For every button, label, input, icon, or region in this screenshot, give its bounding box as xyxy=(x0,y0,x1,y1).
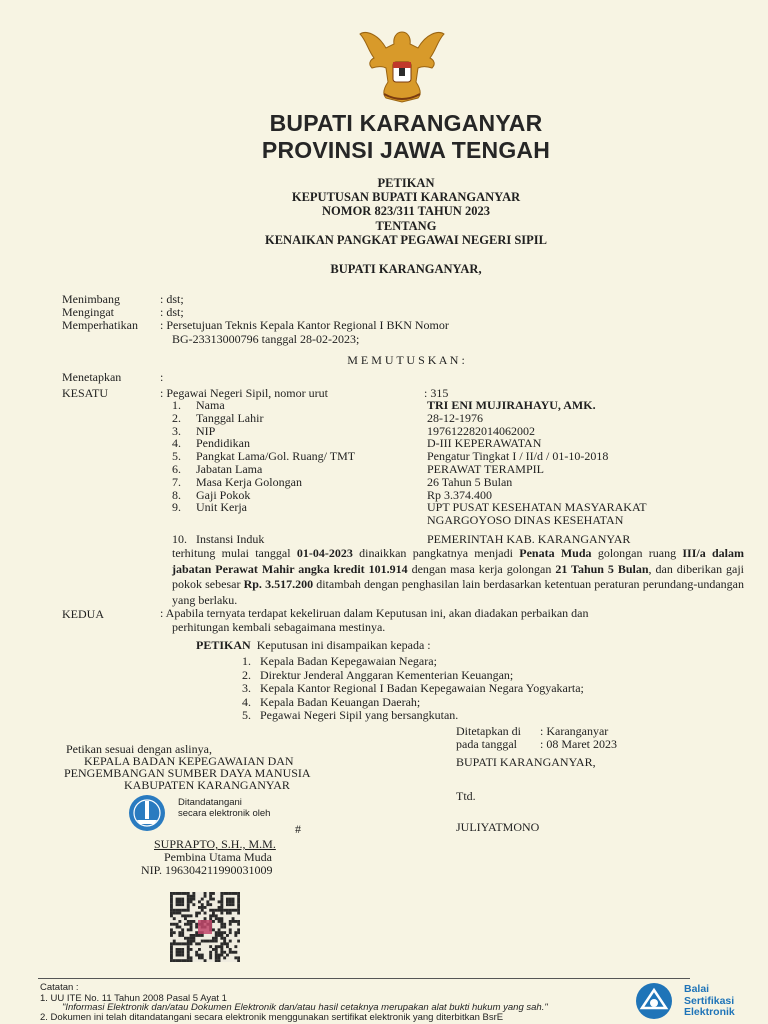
ditetapkan-label: Ditetapkan di xyxy=(456,724,521,738)
menetapkan-label: Menetapkan xyxy=(62,370,122,384)
field-value: UPT PUSAT KESEHATAN MASYARAKAT xyxy=(427,500,647,515)
field-label: Instansi Induk xyxy=(196,532,265,546)
memperhatikan-line2: BG-23313000796 tanggal 28-02-2023; xyxy=(172,332,360,346)
decision-tenure: 21 Tahun 5 Bulan xyxy=(555,561,649,576)
decision-rank: Penata Muda xyxy=(519,546,592,560)
cert-line2: KEPALA BADAN KEPEGAWAIAN DAN xyxy=(84,754,294,768)
field-row xyxy=(0,449,768,462)
petikan-rest: Keputusan ini disampaikan kepada : xyxy=(256,638,431,652)
field-number: 6. xyxy=(172,462,181,476)
petikan-line xyxy=(196,638,431,652)
decision-paragraph xyxy=(172,546,744,608)
signer-title: BUPATI KARANGANYAR, xyxy=(456,755,596,769)
bsre-footer-logo-icon xyxy=(632,982,678,1020)
cert-line3: PENGEMBANGAN SUMBER DAYA MANUSIA xyxy=(64,766,311,780)
field-label: Nama xyxy=(196,398,225,412)
footer-divider xyxy=(38,978,690,979)
field-label: Masa Kerja Golongan xyxy=(196,474,302,489)
cert-signer-name: SUPRAPTO, S.H., M.M. xyxy=(154,837,276,851)
field-label: Jabatan Lama xyxy=(196,462,263,476)
menimbang-value: : dst; xyxy=(160,292,184,306)
doc-nomor: NOMOR 823/311 TAHUN 2023 xyxy=(322,204,490,218)
petikan-bold: PETIKAN xyxy=(196,638,251,652)
field-row xyxy=(0,532,768,545)
field-row xyxy=(0,411,768,424)
footer-note1: 1. UU ITE No. 11 Tahun 2008 Pasal 5 Ayat 1 xyxy=(40,993,227,1004)
recipient-text: Kepala Badan Keuangan Daerah; xyxy=(260,694,421,709)
field-row xyxy=(0,462,768,475)
field-number: 5. xyxy=(172,449,181,464)
field-value: NGARGOYOSO DINAS KESEHATAN xyxy=(427,513,624,528)
field-row xyxy=(0,424,768,437)
field-value: 28-12-1976 xyxy=(427,410,483,425)
bsre-text-line: Sertifikasi xyxy=(684,994,735,1007)
field-label: Pangkat Lama/Gol. Ruang/ TMT xyxy=(196,449,356,464)
header-line2: PROVINSI JAWA TENGAH xyxy=(261,137,551,163)
field-number: 3. xyxy=(172,423,181,438)
field-label: Gaji Pokok xyxy=(196,487,251,502)
field-row xyxy=(0,500,768,513)
kedua-line1: : Apabila ternyata terdapat kekeliruan dalam Keputusan ini, akan diadakan perbaikan dan xyxy=(160,606,589,620)
decision-text: terhitung mulai tanggal xyxy=(172,546,297,560)
field-row xyxy=(0,398,768,411)
esign-hash: # xyxy=(295,822,301,836)
ditetapkan-value: : Karanganyar xyxy=(540,724,609,738)
bsre-text-line: Balai xyxy=(684,983,710,995)
kesatu-intro: : Pegawai Negeri Sipil, nomor urut xyxy=(160,386,328,400)
cert-line4: KABUPATEN KARANGANYAR xyxy=(124,778,290,792)
doc-tentang: TENTANG xyxy=(375,219,437,233)
field-row xyxy=(0,475,768,488)
field-value: PERAWAT TERAMPIL xyxy=(427,462,544,476)
recipient-text: Kepala Badan Kepegawaian Negara; xyxy=(260,654,437,668)
kedua-label: KEDUA xyxy=(62,607,104,621)
kesatu-intro-value: : 315 xyxy=(424,386,449,400)
doc-perihal: KENAIKAN PANGKAT PEGAWAI NEGERI SIPIL xyxy=(265,233,547,247)
decision-text: golongan ruang xyxy=(591,546,683,560)
field-row xyxy=(0,488,768,501)
recipient-number: 4. xyxy=(242,694,251,709)
qr-code-icon[interactable] xyxy=(170,892,240,962)
garuda-emblem-icon xyxy=(356,22,448,106)
field-row xyxy=(0,436,768,449)
decision-salary: Rp. 3.517.200 xyxy=(243,577,314,591)
field-label: Pendidikan xyxy=(196,436,250,451)
field-label: Tanggal Lahir xyxy=(196,410,264,425)
tanggal-label: pada tanggal xyxy=(456,737,517,751)
doc-petikan: PETIKAN xyxy=(377,176,435,190)
field-value: TRI ENI MUJIRAHAYU, AMK. xyxy=(427,398,596,412)
field-number: 9. xyxy=(172,500,181,515)
tanggal-value: : 08 Maret 2023 xyxy=(540,737,617,751)
signer-name: JULIYATMONO xyxy=(456,820,540,834)
memutuskan-heading: M E M U T U S K A N : xyxy=(347,353,465,367)
footer-catatan: Catatan : xyxy=(40,982,79,993)
kesatu-label: KESATU xyxy=(62,386,109,400)
recipient-number: 5. xyxy=(242,708,251,723)
ttd: Ttd. xyxy=(456,789,476,803)
bsre-logo-icon xyxy=(128,794,166,832)
field-number: 1. xyxy=(172,398,181,412)
mengingat-label: Mengingat xyxy=(62,305,114,319)
recipient-number: 2. xyxy=(242,667,251,682)
field-label: Unit Kerja xyxy=(196,500,247,515)
doc-keputusan: KEPUTUSAN BUPATI KARANGANYAR xyxy=(291,190,521,204)
decision-grade: III/a dalam jabatan Perawat Mahir angka kredit 101.914 xyxy=(172,546,744,576)
field-number: 2. xyxy=(172,410,181,425)
field-value: Rp 3.374.400 xyxy=(427,487,493,502)
esign-line2: secara elektronik oleh xyxy=(178,808,271,819)
memperhatikan-line1: : Persetujuan Teknis Kepala Kantor Regional I BKN Nomor xyxy=(160,318,449,332)
decision-date: 01-04-2023 xyxy=(296,546,353,560)
decision-text: ditambah dengan penghasilan lain berdasarkan ketentuan peraturan perundang-undangan yang berlaku. xyxy=(172,577,744,607)
decision-text: , dan diberikan gaji pokok sebesar xyxy=(172,561,745,591)
footer-note1b: "Informasi Elektronik dan/atau Dokumen Elektronik dan/atau hasil cetaknya merupakan alat bukti hukum yang sah." xyxy=(62,1002,548,1013)
cert-signer-rank: Pembina Utama Muda xyxy=(164,850,272,864)
bsre-text-line: Elektronik xyxy=(684,1006,735,1018)
bsre-text xyxy=(684,984,735,1019)
esign-line1: Ditandatangani xyxy=(178,797,242,808)
cert-signer-nip: NIP. 196304211990031009 xyxy=(141,863,273,877)
field-number: 4. xyxy=(172,436,181,451)
footer-note2: 2. Dokumen ini telah ditandatangani secara elektronik menggunakan sertifikat elektronik yang diterbitkan BsrE xyxy=(40,1012,504,1023)
field-number: 7. xyxy=(172,474,181,489)
recipient-number: 3. xyxy=(242,681,251,696)
field-row xyxy=(0,513,768,526)
recipient-text: Kepala Kantor Regional I Badan Kepegawaian Negara Yogyakarta; xyxy=(260,681,584,696)
field-value: 26 Tahun 5 Bulan xyxy=(427,474,513,489)
field-value: Pengatur Tingkat I / II/d / 01-10-2018 xyxy=(427,449,609,464)
menetapkan-colon: : xyxy=(160,370,164,384)
decision-text: dinaikkan pangkatnya menjadi xyxy=(352,546,520,560)
cert-line1: Petikan sesuai dengan aslinya, xyxy=(66,742,212,756)
memperhatikan-label: Memperhatikan xyxy=(62,318,138,332)
field-number: 8. xyxy=(172,487,181,502)
menimbang-label: Menimbang xyxy=(62,292,120,306)
field-number: 10. xyxy=(172,532,187,546)
field-value: 197612282014062002 xyxy=(427,423,535,438)
mengingat-value: : dst; xyxy=(160,305,184,319)
field-value: D-III KEPERAWATAN xyxy=(427,436,542,451)
doc-issuer: BUPATI KARANGANYAR, xyxy=(330,262,482,276)
recipient-text: Pegawai Negeri Sipil yang bersangkutan. xyxy=(260,708,459,723)
field-value: PEMERINTAH KAB. KARANGANYAR xyxy=(427,532,631,546)
recipient-number: 1. xyxy=(242,654,251,668)
recipient-text: Direktur Jenderal Anggaran Kementerian Keuangan; xyxy=(260,667,514,682)
decision-text: dengan masa kerja golongan xyxy=(407,561,556,576)
field-label: NIP xyxy=(196,423,216,438)
kedua-line2: perhitungan kembali sebagaimana mestinya. xyxy=(172,620,386,634)
header-line1: BUPATI KARANGANYAR xyxy=(269,110,543,136)
